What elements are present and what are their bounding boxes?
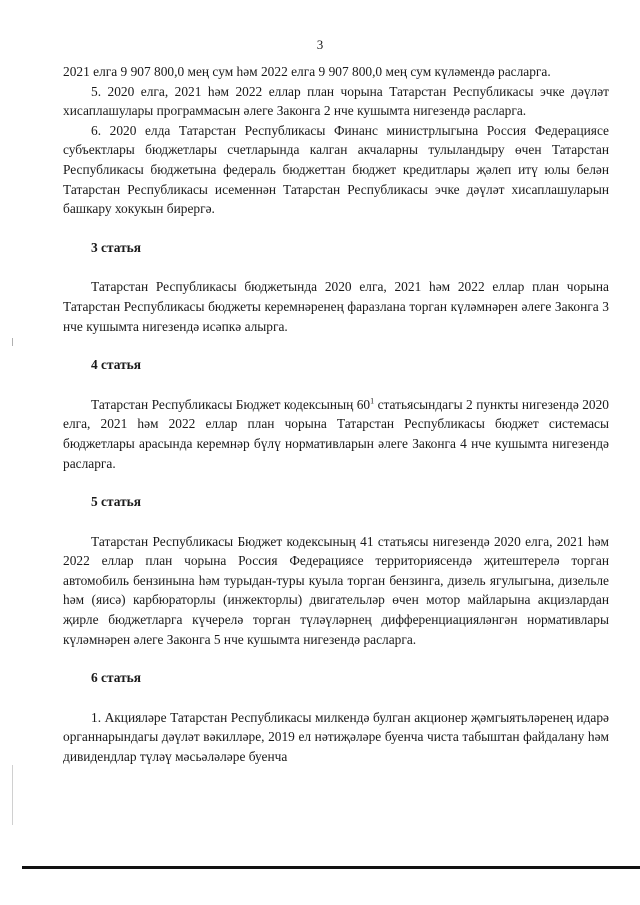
article-4-heading: 4 статья [91, 357, 141, 373]
article-6-text: 1. Акцияләре Татарстан Республикасы милкендә булган акционер җәмгыятьләренең идарә органнарындагы дәүләт вәкилләре, 2019 ел нәтиҗәләре буенча чиста табыштан файдалану һәм дивидендлар түләү мәсьәләләре буенча [63, 709, 609, 765]
article-4-text [63, 395, 609, 473]
page-number: 3 [316, 37, 324, 52]
article-6-heading: 6 статья [91, 670, 141, 686]
article-4-superscript: 1 [370, 396, 375, 406]
article-5-text: Татарстан Республикасы Бюджет кодексының 41 статьясы нигезендә 2020 елга, 2021 һәм 2022 еллар план чорына Россия Федерациясе территориясендә җитештерелә торган автомобиль бензинына һәм турыдан-туры куыла торган бензинга, дизель ягулыгына, дизельле һәм (яисә) карбюраторлы (инжекторлы) двигательләр өчен мотор майларына акцизлардан җирле бюджетларга күчерелә торган түләүләрнең дифференциацияләнгән нормативлары күләмнәрен әлеге Законга 5 нче кушымта нигезендә расларга. [63, 533, 609, 647]
article-5-heading: 5 статья [91, 494, 141, 510]
document-body [63, 62, 609, 767]
article-4-text-end: статьясындагы 2 пункты нигезендә 2020 елга, 2021 һәм 2022 еллар план чорына Татарстан Республикасы бюджет системасы бюджетлары арасында керемнәр бүлү нормативларын әлеге Законга 4 нче кушымта нигезендә расларга. [63, 396, 610, 471]
paragraph-amounts: 2021 елга 9 907 800,0 мең сум һәм 2022 елга 9 907 800,0 мең сум күләмендә расларга. [63, 64, 551, 79]
scan-artifact [12, 338, 13, 346]
page-bottom-edge [22, 866, 640, 869]
scan-artifact [12, 765, 13, 825]
article-3-heading: 3 статья [91, 239, 141, 255]
article-3-text: Татарстан Республикасы бюджетында 2020 елга, 2021 һәм 2022 еллар план чорына Татарстан Республикасы бюджеты керемнәренең фаразлана торган күләмнәрен әлеге Законга 3 нче кушымта нигезендә исәпкә алырга. [63, 279, 609, 334]
paragraph-item-6: 6. 2020 елда Татарстан Республикасы Финанс министрлыгына Россия Федерациясе субъектлары бюджетлары счетларында калган акчаларны тулыландыру өчен Татарстан Республикасы бюджетына федераль бюджеттан бюджет кредитлары җәлеп итү юлы белән Татарстан Республикасы исеменнән Татарстан Республикасы эчке дәүләт хисаплашуларын башкару хокукын бирергә. [63, 122, 609, 217]
paragraph-item-5: 5. 2020 елга, 2021 һәм 2022 еллар план чорына Татарстан Республикасы эчке дәүләт хисаплашулары программасын әлеге Законга 2 нче кушымта нигезендә расларга. [63, 83, 609, 119]
article-4-text-start: Татарстан Республикасы Бюджет кодексының 60 [91, 396, 371, 412]
